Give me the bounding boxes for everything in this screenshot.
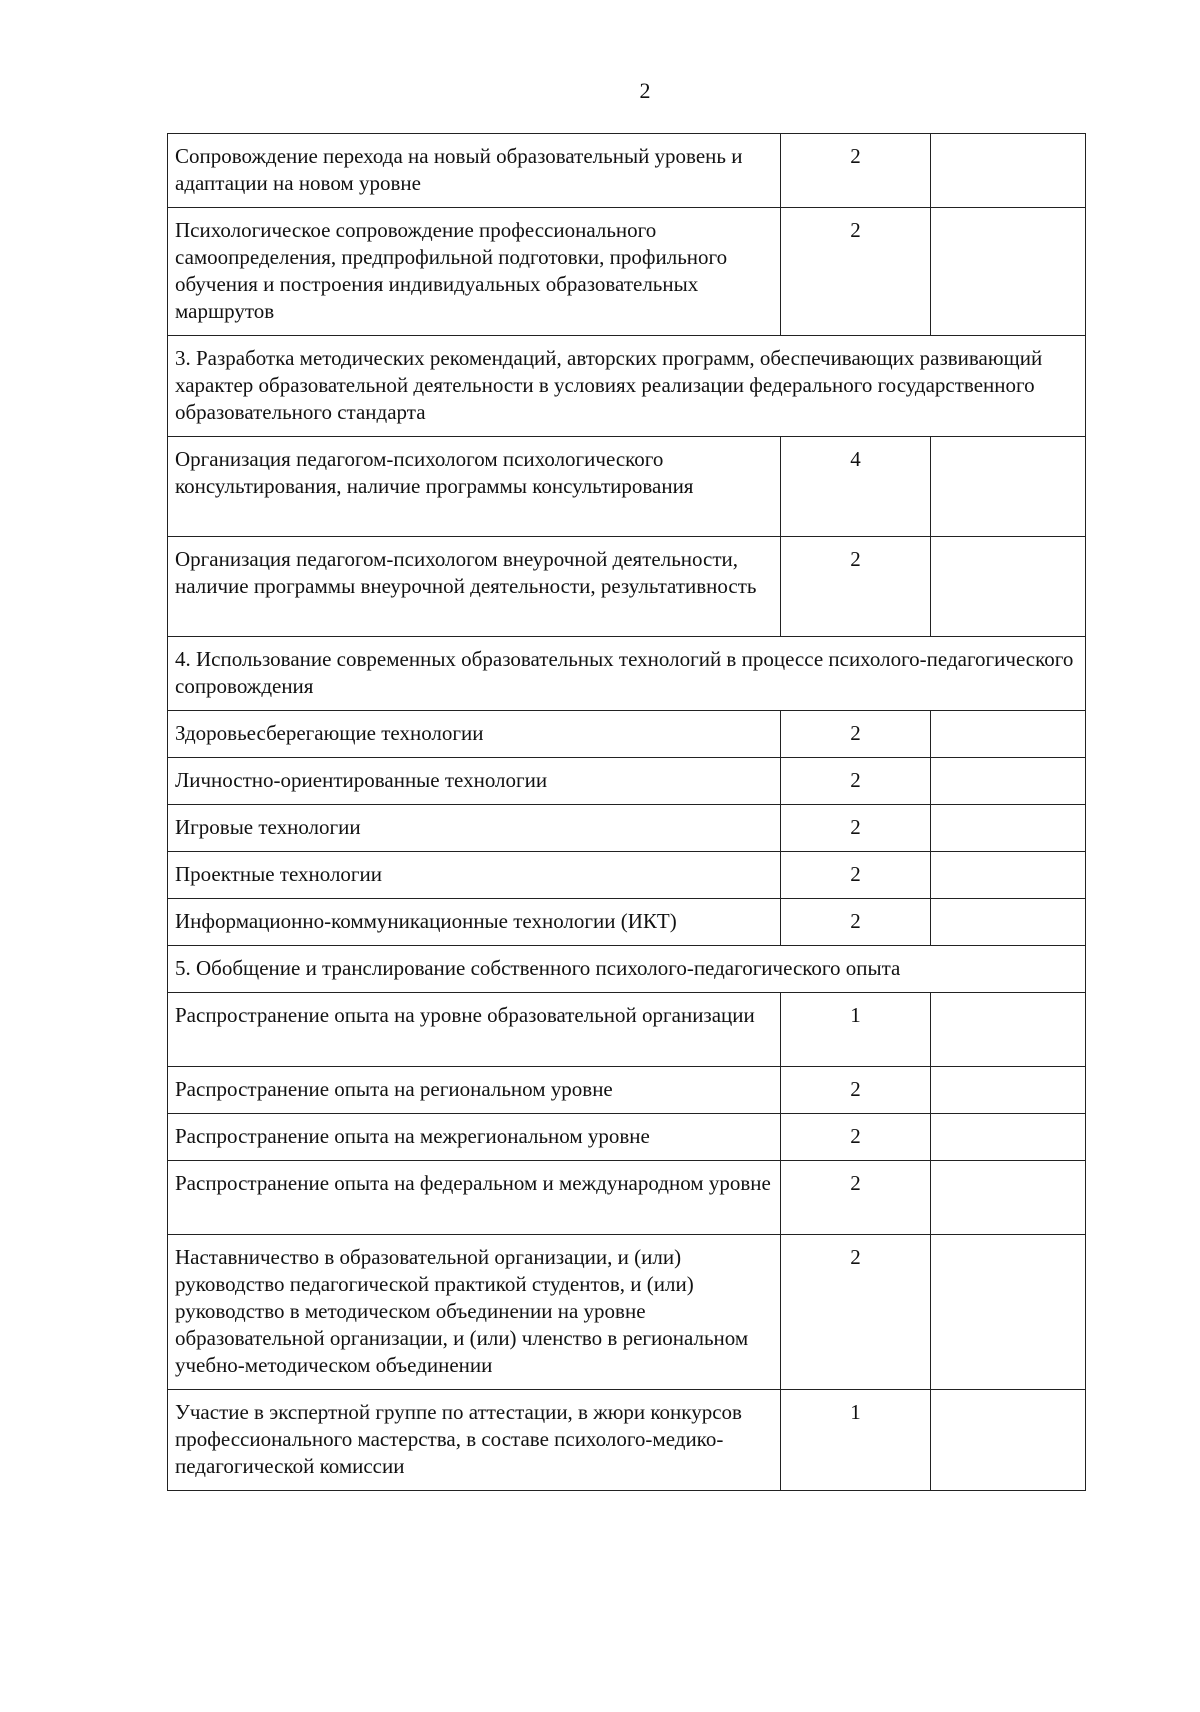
criterion-row	[168, 537, 1086, 637]
criterion-score: 2	[781, 537, 931, 637]
criterion-extra-cell	[931, 1161, 1086, 1235]
criterion-extra-cell	[931, 805, 1086, 852]
criterion-score: 2	[781, 208, 931, 336]
criterion-text: Наставничество в образовательной организации, и (или) руководство педагогической практикой студентов, и (или) руководство в методическом объединении на уровне образовательной организации, и (или) членство в региональном учебно-методическом объединении	[168, 1235, 781, 1390]
criterion-row	[168, 758, 1086, 805]
section-header-row	[168, 336, 1086, 437]
criterion-row	[168, 1114, 1086, 1161]
criterion-row	[168, 1161, 1086, 1235]
criterion-text: Игровые технологии	[168, 805, 781, 852]
criterion-row	[168, 899, 1086, 946]
criterion-text: Здоровьесберегающие технологии	[168, 711, 781, 758]
criterion-text: Психологическое сопровождение профессионального самоопределения, предпрофильной подготовки, профильного обучения и построения индивидуальных образовательных маршрутов	[168, 208, 781, 336]
criterion-extra-cell	[931, 993, 1086, 1067]
criteria-table-body	[168, 134, 1086, 1491]
criterion-text: Организация педагогом-психологом психологического консультирования, наличие программы консультирования	[168, 437, 781, 537]
criterion-text: Распространение опыта на федеральном и международном уровне	[168, 1161, 781, 1235]
criterion-extra-cell	[931, 437, 1086, 537]
section-title: 4. Использование современных образовательных технологий в процессе психолого-педагогического сопровождения	[168, 637, 1086, 711]
criterion-text: Участие в экспертной группе по аттестации, в жюри конкурсов профессионального мастерства, в составе психолого-медико-педагогической комиссии	[168, 1390, 781, 1491]
criterion-text: Сопровождение перехода на новый образовательный уровень и адаптации на новом уровне	[168, 134, 781, 208]
criterion-row	[168, 1390, 1086, 1491]
criterion-extra-cell	[931, 1067, 1086, 1114]
criterion-text: Информационно-коммуникационные технологии (ИКТ)	[168, 899, 781, 946]
criteria-table	[167, 133, 1086, 1491]
criterion-score: 1	[781, 993, 931, 1067]
criterion-extra-cell	[931, 899, 1086, 946]
criterion-score: 2	[781, 134, 931, 208]
page-number: 2	[639, 78, 651, 103]
criterion-text: Организация педагогом-психологом внеурочной деятельности, наличие программы внеурочной деятельности, результативность	[168, 537, 781, 637]
criterion-score: 4	[781, 437, 931, 537]
criterion-score: 2	[781, 758, 931, 805]
criterion-text: Личностно-ориентированные технологии	[168, 758, 781, 805]
criterion-extra-cell	[931, 208, 1086, 336]
criterion-extra-cell	[931, 1390, 1086, 1491]
criterion-row	[168, 1235, 1086, 1390]
criterion-score: 2	[781, 1067, 931, 1114]
criterion-text: Распространение опыта на межрегиональном уровне	[168, 1114, 781, 1161]
criterion-extra-cell	[931, 1235, 1086, 1390]
criterion-row	[168, 852, 1086, 899]
criterion-row	[168, 711, 1086, 758]
criterion-score: 2	[781, 899, 931, 946]
criterion-extra-cell	[931, 537, 1086, 637]
criterion-score: 2	[781, 805, 931, 852]
section-title: 5. Обобщение и транслирование собственного психолого-педагогического опыта	[168, 946, 1086, 993]
criterion-row	[168, 1067, 1086, 1114]
criterion-extra-cell	[931, 758, 1086, 805]
criterion-score: 2	[781, 1161, 931, 1235]
criterion-extra-cell	[931, 852, 1086, 899]
criterion-row	[168, 993, 1086, 1067]
section-header-row	[168, 637, 1086, 711]
criterion-extra-cell	[931, 134, 1086, 208]
criterion-text: Распространение опыта на уровне образовательной организации	[168, 993, 781, 1067]
criterion-row	[168, 437, 1086, 537]
criterion-score: 2	[781, 1235, 931, 1390]
section-title: 3. Разработка методических рекомендаций, авторских программ, обеспечивающих развивающий характер образовательной деятельности в условиях реализации федерального государственного образовательного стандарта	[168, 336, 1086, 437]
criterion-extra-cell	[931, 1114, 1086, 1161]
section-header-row	[168, 946, 1086, 993]
criterion-text: Распространение опыта на региональном уровне	[168, 1067, 781, 1114]
criterion-score: 2	[781, 1114, 931, 1161]
criterion-row	[168, 805, 1086, 852]
criterion-extra-cell	[931, 711, 1086, 758]
criterion-row	[168, 208, 1086, 336]
criterion-score: 2	[781, 711, 931, 758]
criterion-text: Проектные технологии	[168, 852, 781, 899]
criterion-score: 1	[781, 1390, 931, 1491]
criterion-row	[168, 134, 1086, 208]
criterion-score: 2	[781, 852, 931, 899]
